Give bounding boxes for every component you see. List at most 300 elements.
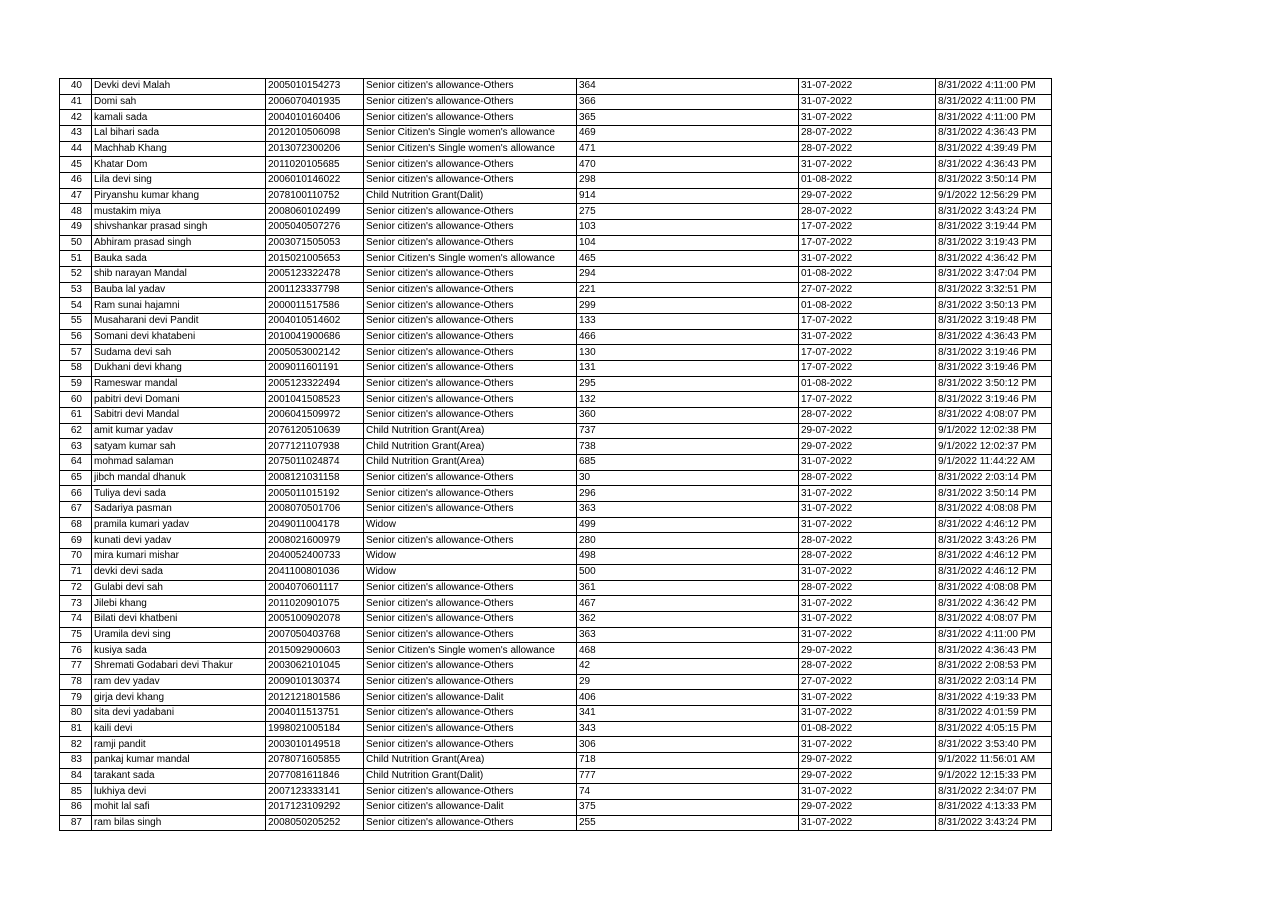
table-row — [60, 110, 1052, 126]
date-cell: 01-08-2022 — [799, 267, 936, 283]
timestamp-cell: 9/1/2022 12:15:33 PM — [936, 768, 1052, 784]
timestamp-cell: 8/31/2022 3:50:14 PM — [936, 173, 1052, 189]
name-cell: Machhab Khang — [92, 141, 266, 157]
code-cell: 221 — [577, 282, 799, 298]
timestamp-cell: 8/31/2022 3:53:40 PM — [936, 737, 1052, 753]
scheme-cell: Senior citizen's allowance-Others — [364, 298, 577, 314]
serial-number-cell: 86 — [60, 799, 92, 815]
date-cell: 01-08-2022 — [799, 173, 936, 189]
serial-number-cell: 75 — [60, 627, 92, 643]
date-cell: 28-07-2022 — [799, 580, 936, 596]
timestamp-cell: 8/31/2022 4:11:00 PM — [936, 110, 1052, 126]
date-cell: 31-07-2022 — [799, 690, 936, 706]
serial-number-cell: 52 — [60, 267, 92, 283]
name-cell: satyam kumar sah — [92, 439, 266, 455]
serial-number-cell: 70 — [60, 549, 92, 565]
date-cell: 17-07-2022 — [799, 345, 936, 361]
date-cell: 31-07-2022 — [799, 110, 936, 126]
serial-number-cell: 71 — [60, 564, 92, 580]
scheme-cell: Senior citizen's allowance-Others — [364, 502, 577, 518]
table-row — [60, 643, 1052, 659]
table-row — [60, 439, 1052, 455]
code-cell: 275 — [577, 204, 799, 220]
name-cell: shib narayan Mandal — [92, 267, 266, 283]
serial-number-cell: 69 — [60, 533, 92, 549]
name-cell: kunati devi yadav — [92, 533, 266, 549]
id-number-cell: 2076120510639 — [266, 423, 364, 439]
code-cell: 103 — [577, 220, 799, 236]
code-cell: 363 — [577, 627, 799, 643]
id-number-cell: 2008021600979 — [266, 533, 364, 549]
serial-number-cell: 87 — [60, 815, 92, 831]
date-cell: 31-07-2022 — [799, 705, 936, 721]
code-cell: 469 — [577, 126, 799, 142]
code-cell: 364 — [577, 79, 799, 95]
scheme-cell: Senior citizen's allowance-Others — [364, 611, 577, 627]
date-cell: 29-07-2022 — [799, 439, 936, 455]
date-cell: 29-07-2022 — [799, 188, 936, 204]
table-row — [60, 752, 1052, 768]
table-row — [60, 611, 1052, 627]
name-cell: Khatar Dom — [92, 157, 266, 173]
id-number-cell: 2005011015192 — [266, 486, 364, 502]
code-cell: 468 — [577, 643, 799, 659]
code-cell: 130 — [577, 345, 799, 361]
date-cell: 17-07-2022 — [799, 314, 936, 330]
code-cell: 737 — [577, 423, 799, 439]
scheme-cell: Senior citizen's allowance-Others — [364, 486, 577, 502]
name-cell: pramila kumari yadav — [92, 517, 266, 533]
table-row — [60, 517, 1052, 533]
name-cell: mohmad salaman — [92, 455, 266, 471]
serial-number-cell: 47 — [60, 188, 92, 204]
code-cell: 29 — [577, 674, 799, 690]
scheme-cell: Senior citizen's allowance-Others — [364, 721, 577, 737]
timestamp-cell: 8/31/2022 4:36:43 PM — [936, 126, 1052, 142]
name-cell: tarakant sada — [92, 768, 266, 784]
code-cell: 375 — [577, 799, 799, 815]
serial-number-cell: 46 — [60, 173, 92, 189]
name-cell: Shremati Godabari devi Thakur — [92, 658, 266, 674]
code-cell: 406 — [577, 690, 799, 706]
scheme-cell: Senior citizen's allowance-Others — [364, 79, 577, 95]
serial-number-cell: 80 — [60, 705, 92, 721]
name-cell: sita devi yadabani — [92, 705, 266, 721]
table-row — [60, 799, 1052, 815]
code-cell: 255 — [577, 815, 799, 831]
scheme-cell: Child Nutrition Grant(Dalit) — [364, 768, 577, 784]
serial-number-cell: 49 — [60, 220, 92, 236]
timestamp-cell: 8/31/2022 3:50:13 PM — [936, 298, 1052, 314]
code-cell: 500 — [577, 564, 799, 580]
code-cell: 133 — [577, 314, 799, 330]
scheme-cell: Senior citizen's allowance-Others — [364, 392, 577, 408]
table-row — [60, 314, 1052, 330]
code-cell: 74 — [577, 784, 799, 800]
date-cell: 28-07-2022 — [799, 533, 936, 549]
date-cell: 01-08-2022 — [799, 298, 936, 314]
table-row — [60, 126, 1052, 142]
id-number-cell: 2004070601117 — [266, 580, 364, 596]
table-row — [60, 173, 1052, 189]
id-number-cell: 2077081611846 — [266, 768, 364, 784]
id-number-cell: 2012121801586 — [266, 690, 364, 706]
table-row — [60, 329, 1052, 345]
id-number-cell: 2008121031158 — [266, 470, 364, 486]
scheme-cell: Senior citizen's allowance-Others — [364, 94, 577, 110]
id-number-cell: 2006041509972 — [266, 408, 364, 424]
name-cell: Sudama devi sah — [92, 345, 266, 361]
scheme-cell: Senior citizen's allowance-Others — [364, 627, 577, 643]
serial-number-cell: 64 — [60, 455, 92, 471]
serial-number-cell: 57 — [60, 345, 92, 361]
id-number-cell: 2005100902078 — [266, 611, 364, 627]
date-cell: 28-07-2022 — [799, 204, 936, 220]
scheme-cell: Senior citizen's allowance-Others — [364, 220, 577, 236]
id-number-cell: 2003071505053 — [266, 235, 364, 251]
code-cell: 685 — [577, 455, 799, 471]
timestamp-cell: 8/31/2022 3:19:46 PM — [936, 392, 1052, 408]
id-number-cell: 2011020901075 — [266, 596, 364, 612]
serial-number-cell: 73 — [60, 596, 92, 612]
timestamp-cell: 8/31/2022 3:43:26 PM — [936, 533, 1052, 549]
id-number-cell: 2078071605855 — [266, 752, 364, 768]
id-number-cell: 2017123109292 — [266, 799, 364, 815]
scheme-cell: Senior citizen's allowance-Others — [364, 815, 577, 831]
name-cell: Lal bihari sada — [92, 126, 266, 142]
timestamp-cell: 8/31/2022 4:46:12 PM — [936, 564, 1052, 580]
timestamp-cell: 8/31/2022 3:43:24 PM — [936, 204, 1052, 220]
id-number-cell: 2049011004178 — [266, 517, 364, 533]
id-number-cell: 2008060102499 — [266, 204, 364, 220]
name-cell: ram bilas singh — [92, 815, 266, 831]
table-row — [60, 533, 1052, 549]
date-cell: 01-08-2022 — [799, 721, 936, 737]
scheme-cell: Senior citizen's allowance-Others — [364, 580, 577, 596]
serial-number-cell: 44 — [60, 141, 92, 157]
serial-number-cell: 83 — [60, 752, 92, 768]
name-cell: devki devi sada — [92, 564, 266, 580]
timestamp-cell: 8/31/2022 4:46:12 PM — [936, 517, 1052, 533]
date-cell: 31-07-2022 — [799, 94, 936, 110]
table-row — [60, 423, 1052, 439]
table-row — [60, 345, 1052, 361]
scheme-cell: Senior Citizen's Single women's allowance — [364, 251, 577, 267]
scheme-cell: Senior citizen's allowance-Dalit — [364, 799, 577, 815]
serial-number-cell: 66 — [60, 486, 92, 502]
date-cell: 17-07-2022 — [799, 392, 936, 408]
table-row — [60, 141, 1052, 157]
date-cell: 17-07-2022 — [799, 220, 936, 236]
table-row — [60, 282, 1052, 298]
date-cell: 28-07-2022 — [799, 126, 936, 142]
table-row — [60, 690, 1052, 706]
scheme-cell: Senior Citizen's Single women's allowance — [364, 141, 577, 157]
code-cell: 914 — [577, 188, 799, 204]
serial-number-cell: 58 — [60, 361, 92, 377]
code-cell: 104 — [577, 235, 799, 251]
scheme-cell: Senior citizen's allowance-Others — [364, 658, 577, 674]
timestamp-cell: 9/1/2022 12:02:37 PM — [936, 439, 1052, 455]
scheme-cell: Senior citizen's allowance-Others — [364, 784, 577, 800]
serial-number-cell: 56 — [60, 329, 92, 345]
serial-number-cell: 78 — [60, 674, 92, 690]
id-number-cell: 1998021005184 — [266, 721, 364, 737]
table-row — [60, 361, 1052, 377]
timestamp-cell: 8/31/2022 3:19:48 PM — [936, 314, 1052, 330]
code-cell: 362 — [577, 611, 799, 627]
code-cell: 738 — [577, 439, 799, 455]
timestamp-cell: 8/31/2022 2:34:07 PM — [936, 784, 1052, 800]
scheme-cell: Senior citizen's allowance-Others — [364, 345, 577, 361]
table-row — [60, 580, 1052, 596]
scheme-cell: Widow — [364, 517, 577, 533]
id-number-cell: 2015021005653 — [266, 251, 364, 267]
date-cell: 31-07-2022 — [799, 564, 936, 580]
id-number-cell: 2013072300206 — [266, 141, 364, 157]
code-cell: 498 — [577, 549, 799, 565]
name-cell: Bauba lal yadav — [92, 282, 266, 298]
timestamp-cell: 8/31/2022 4:46:12 PM — [936, 549, 1052, 565]
name-cell: pabitri devi Domani — [92, 392, 266, 408]
timestamp-cell: 8/31/2022 3:19:46 PM — [936, 345, 1052, 361]
table-row — [60, 564, 1052, 580]
scheme-cell: Senior citizen's allowance-Dalit — [364, 690, 577, 706]
name-cell: shivshankar prasad singh — [92, 220, 266, 236]
date-cell: 17-07-2022 — [799, 235, 936, 251]
serial-number-cell: 48 — [60, 204, 92, 220]
id-number-cell: 2003010149518 — [266, 737, 364, 753]
serial-number-cell: 60 — [60, 392, 92, 408]
date-cell: 01-08-2022 — [799, 376, 936, 392]
name-cell: Lila devi sing — [92, 173, 266, 189]
date-cell: 31-07-2022 — [799, 784, 936, 800]
scheme-cell: Senior citizen's allowance-Others — [364, 282, 577, 298]
serial-number-cell: 63 — [60, 439, 92, 455]
code-cell: 361 — [577, 580, 799, 596]
table-row — [60, 737, 1052, 753]
serial-number-cell: 68 — [60, 517, 92, 533]
table-row — [60, 596, 1052, 612]
name-cell: Bauka sada — [92, 251, 266, 267]
scheme-cell: Senior citizen's allowance-Others — [364, 470, 577, 486]
name-cell: mustakim miya — [92, 204, 266, 220]
scheme-cell: Senior citizen's allowance-Others — [364, 376, 577, 392]
date-cell: 31-07-2022 — [799, 486, 936, 502]
scheme-cell: Senior citizen's allowance-Others — [364, 204, 577, 220]
code-cell: 499 — [577, 517, 799, 533]
code-cell: 471 — [577, 141, 799, 157]
scheme-cell: Senior citizen's allowance-Others — [364, 596, 577, 612]
timestamp-cell: 8/31/2022 2:08:53 PM — [936, 658, 1052, 674]
id-number-cell: 2015092900603 — [266, 643, 364, 659]
timestamp-cell: 9/1/2022 12:02:38 PM — [936, 423, 1052, 439]
code-cell: 294 — [577, 267, 799, 283]
table-row — [60, 204, 1052, 220]
timestamp-cell: 8/31/2022 4:05:15 PM — [936, 721, 1052, 737]
timestamp-cell: 8/31/2022 4:08:07 PM — [936, 408, 1052, 424]
id-number-cell: 2007050403768 — [266, 627, 364, 643]
scheme-cell: Child Nutrition Grant(Area) — [364, 423, 577, 439]
timestamp-cell: 8/31/2022 4:08:08 PM — [936, 580, 1052, 596]
date-cell: 28-07-2022 — [799, 549, 936, 565]
table-row — [60, 658, 1052, 674]
name-cell: Sadariya pasman — [92, 502, 266, 518]
date-cell: 31-07-2022 — [799, 517, 936, 533]
serial-number-cell: 74 — [60, 611, 92, 627]
timestamp-cell: 8/31/2022 3:32:51 PM — [936, 282, 1052, 298]
scheme-cell: Senior citizen's allowance-Others — [364, 705, 577, 721]
date-cell: 31-07-2022 — [799, 611, 936, 627]
scheme-cell: Senior citizen's allowance-Others — [364, 314, 577, 330]
table-row — [60, 220, 1052, 236]
table-row — [60, 549, 1052, 565]
id-number-cell: 2001041508523 — [266, 392, 364, 408]
scheme-cell: Senior citizen's allowance-Others — [364, 674, 577, 690]
code-cell: 298 — [577, 173, 799, 189]
timestamp-cell: 8/31/2022 2:03:14 PM — [936, 674, 1052, 690]
name-cell: kaili devi — [92, 721, 266, 737]
timestamp-cell: 8/31/2022 4:36:43 PM — [936, 157, 1052, 173]
scheme-cell: Senior citizen's allowance-Others — [364, 329, 577, 345]
id-number-cell: 2004010514602 — [266, 314, 364, 330]
id-number-cell: 2005123322494 — [266, 376, 364, 392]
table-row — [60, 486, 1052, 502]
id-number-cell: 2040052400733 — [266, 549, 364, 565]
serial-number-cell: 61 — [60, 408, 92, 424]
id-number-cell: 2006010146022 — [266, 173, 364, 189]
table-row — [60, 376, 1052, 392]
table-row — [60, 674, 1052, 690]
name-cell: Jilebi khang — [92, 596, 266, 612]
id-number-cell: 2001123337798 — [266, 282, 364, 298]
table-row — [60, 784, 1052, 800]
serial-number-cell: 85 — [60, 784, 92, 800]
date-cell: 17-07-2022 — [799, 361, 936, 377]
id-number-cell: 2078100110752 — [266, 188, 364, 204]
code-cell: 42 — [577, 658, 799, 674]
table-row — [60, 267, 1052, 283]
name-cell: Rameswar mandal — [92, 376, 266, 392]
table-row — [60, 721, 1052, 737]
name-cell: Gulabi devi sah — [92, 580, 266, 596]
table-row — [60, 188, 1052, 204]
date-cell: 31-07-2022 — [799, 627, 936, 643]
date-cell: 29-07-2022 — [799, 752, 936, 768]
scheme-cell: Child Nutrition Grant(Area) — [364, 752, 577, 768]
name-cell: amit kumar yadav — [92, 423, 266, 439]
table-row — [60, 79, 1052, 95]
table-row — [60, 768, 1052, 784]
serial-number-cell: 76 — [60, 643, 92, 659]
table-row — [60, 251, 1052, 267]
serial-number-cell: 50 — [60, 235, 92, 251]
name-cell: ram dev yadav — [92, 674, 266, 690]
scheme-cell: Child Nutrition Grant(Area) — [364, 455, 577, 471]
date-cell: 31-07-2022 — [799, 329, 936, 345]
name-cell: Musaharani devi Pandit — [92, 314, 266, 330]
timestamp-cell: 8/31/2022 4:36:42 PM — [936, 596, 1052, 612]
code-cell: 341 — [577, 705, 799, 721]
id-number-cell: 2006070401935 — [266, 94, 364, 110]
name-cell: Abhiram prasad singh — [92, 235, 266, 251]
name-cell: Somani devi khatabeni — [92, 329, 266, 345]
serial-number-cell: 65 — [60, 470, 92, 486]
name-cell: lukhiya devi — [92, 784, 266, 800]
date-cell: 31-07-2022 — [799, 502, 936, 518]
date-cell: 29-07-2022 — [799, 423, 936, 439]
timestamp-cell: 8/31/2022 4:19:33 PM — [936, 690, 1052, 706]
timestamp-cell: 8/31/2022 4:11:00 PM — [936, 79, 1052, 95]
serial-number-cell: 59 — [60, 376, 92, 392]
table-row — [60, 157, 1052, 173]
timestamp-cell: 8/31/2022 4:11:00 PM — [936, 627, 1052, 643]
date-cell: 29-07-2022 — [799, 643, 936, 659]
date-cell: 28-07-2022 — [799, 470, 936, 486]
timestamp-cell: 8/31/2022 4:39:49 PM — [936, 141, 1052, 157]
id-number-cell: 2075011024874 — [266, 455, 364, 471]
name-cell: pankaj kumar mandal — [92, 752, 266, 768]
code-cell: 366 — [577, 94, 799, 110]
name-cell: Domi sah — [92, 94, 266, 110]
id-number-cell: 2008070501706 — [266, 502, 364, 518]
scheme-cell: Senior citizen's allowance-Others — [364, 110, 577, 126]
timestamp-cell: 8/31/2022 3:19:44 PM — [936, 220, 1052, 236]
table-row — [60, 815, 1052, 831]
code-cell: 132 — [577, 392, 799, 408]
code-cell: 718 — [577, 752, 799, 768]
serial-number-cell: 41 — [60, 94, 92, 110]
id-number-cell: 2005123322478 — [266, 267, 364, 283]
name-cell: mohit lal safi — [92, 799, 266, 815]
timestamp-cell: 8/31/2022 4:11:00 PM — [936, 94, 1052, 110]
date-cell: 31-07-2022 — [799, 815, 936, 831]
id-number-cell: 2007123333141 — [266, 784, 364, 800]
name-cell: Dukhani devi khang — [92, 361, 266, 377]
id-number-cell: 2005040507276 — [266, 220, 364, 236]
date-cell: 31-07-2022 — [799, 455, 936, 471]
name-cell: mira kumari mishar — [92, 549, 266, 565]
id-number-cell: 2010041900686 — [266, 329, 364, 345]
name-cell: jibch mandal dhanuk — [92, 470, 266, 486]
code-cell: 131 — [577, 361, 799, 377]
id-number-cell: 2004011513751 — [266, 705, 364, 721]
date-cell: 31-07-2022 — [799, 157, 936, 173]
date-cell: 29-07-2022 — [799, 768, 936, 784]
table-body — [60, 79, 1052, 831]
timestamp-cell: 8/31/2022 4:08:08 PM — [936, 502, 1052, 518]
id-number-cell: 2012010506098 — [266, 126, 364, 142]
beneficiary-table — [59, 78, 1052, 831]
id-number-cell: 2011020105685 — [266, 157, 364, 173]
name-cell: Uramila devi sing — [92, 627, 266, 643]
serial-number-cell: 77 — [60, 658, 92, 674]
serial-number-cell: 67 — [60, 502, 92, 518]
scheme-cell: Senior citizen's allowance-Others — [364, 533, 577, 549]
name-cell: Ram sunai hajamni — [92, 298, 266, 314]
timestamp-cell: 8/31/2022 4:08:07 PM — [936, 611, 1052, 627]
table-row — [60, 94, 1052, 110]
serial-number-cell: 53 — [60, 282, 92, 298]
code-cell: 466 — [577, 329, 799, 345]
scheme-cell: Child Nutrition Grant(Dalit) — [364, 188, 577, 204]
id-number-cell: 2005010154273 — [266, 79, 364, 95]
table-row — [60, 298, 1052, 314]
date-cell: 31-07-2022 — [799, 79, 936, 95]
date-cell: 28-07-2022 — [799, 141, 936, 157]
code-cell: 360 — [577, 408, 799, 424]
scheme-cell: Senior citizen's allowance-Others — [364, 361, 577, 377]
